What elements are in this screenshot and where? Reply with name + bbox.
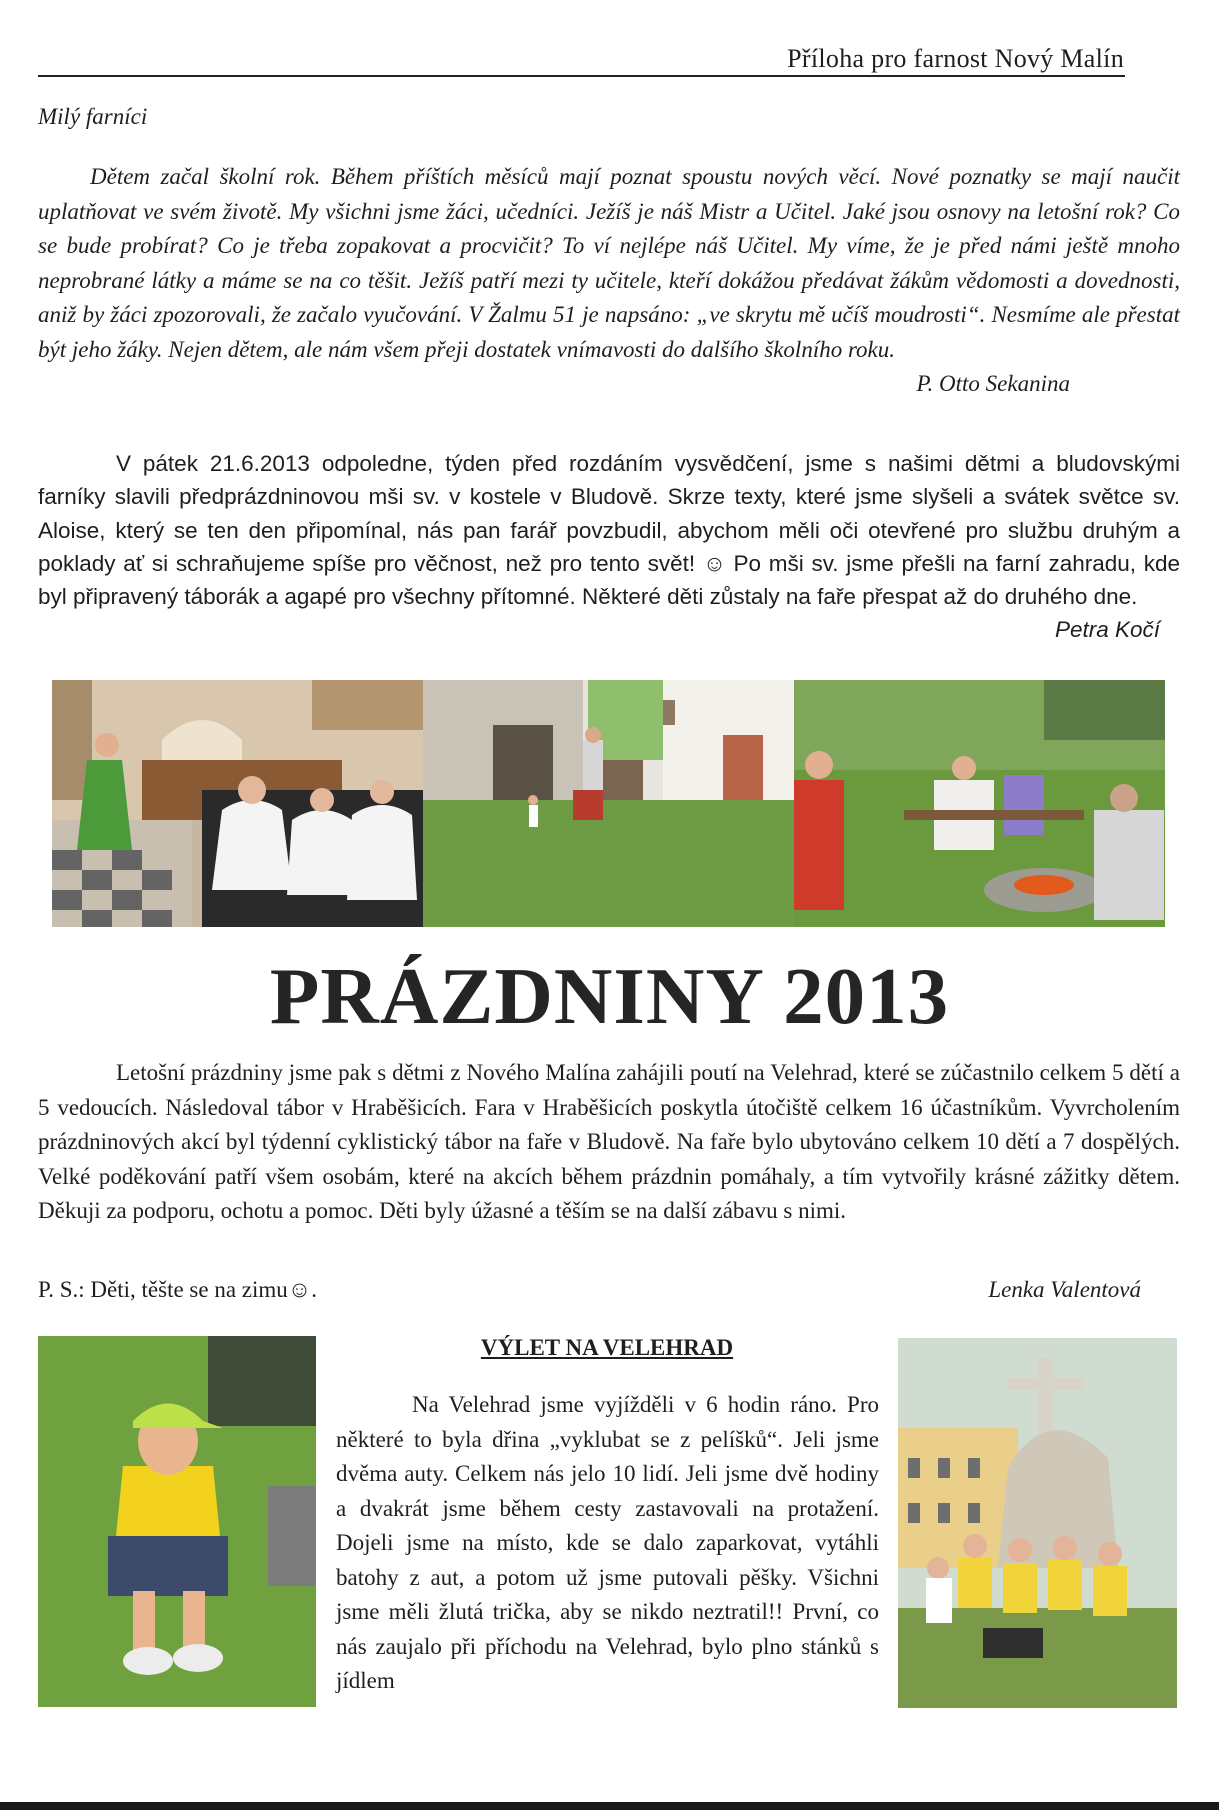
mass-report-body: V pátek 21.6.2013 odpoledne, týden před rozdáním vysvědčení, jsme s našimi dětmi a bludovskými farníky slavili předprázdninovou mši sv. v kostele v Bludově. Skrze texty, které jsme slyšeli a svátek světce sv. Aloise, který se ten den připomínal, nás pan farář povzbudil, abychom měli oči otevřené pro službu druhým a poklady ať si schraňujeme spíše pro věčnost, než pro tento svět! ☺ Po mši sv. jsme přešli na farní zahradu, kde byl připravený táborák a agapé pro všechny přítomné. Některé děti zůstaly na faře přespat až do druhého dne. bbox=[38, 451, 1180, 610]
boy-sitting-illustration bbox=[38, 1336, 316, 1707]
postscript: P. S.: Děti, těšte se na zimu☺. bbox=[38, 1277, 318, 1302]
church-mass-illustration bbox=[52, 680, 423, 927]
summer-holidays-title: PRÁZDNINY 2013 bbox=[269, 951, 950, 1041]
group-at-statue-photo bbox=[898, 1338, 1177, 1708]
campfire-illustration bbox=[794, 680, 1165, 927]
summer-signature: Lenka Valentová bbox=[988, 1277, 1141, 1302]
courtyard-illustration bbox=[423, 680, 794, 927]
trip-heading: VÝLET NA VELEHRAD bbox=[480, 1335, 734, 1360]
letter-signature: P. Otto Sekanina bbox=[916, 371, 1070, 396]
letter-body: Dětem začal školní rok. Během příštích měsíců mají poznat spoustu nových věcí. Nové poznatky se mají naučit uplatňovat ve svém životě. My všichni jsme žáci, učedníci. Ježíš je náš Mistr a Učitel. Jaké jsou osnovy na letošní rok? Co se bude probírat? Co je třeba zopakovat a procvičit? To ví nejlépe náš Učitel. My víme, že je před námi ještě mnoho neprobrané látky a máme se na co těšit. Ježíš patří mezi ty učitele, kteří dokážou předávat žákům vědomosti a dovednosti, aniž by žáci zpozorovali, že začalo vyučování. V Žalmu 51 je napsáno: „ve skrytu mě učíš moudrosti“. Nesmíme ale přestat být jeho žáky. Nejen dětem, ale nám všem přeji dostatek vnímavosti do dalšího školního roku. bbox=[38, 164, 1180, 362]
header-rule bbox=[38, 75, 1125, 77]
mass-report-signature: Petra Kočí bbox=[1054, 617, 1160, 643]
letter-greeting: Milý farníci bbox=[38, 104, 148, 129]
mass-report-paragraph bbox=[38, 447, 1180, 647]
trip-body: Na Velehrad jsme vyjížděli v 6 hodin ráno. Pro některé to byla dřina „vyklubat se z pelíšků“. Jeli jsme dvěma auty. Celkem nás jelo 10 lidí. Jeli jsme dvě hodiny a dvakrát jsme během cesty zastavovali na protažení. Dojeli jsme na místo, kde se dalo zaparkovat, vytáhli batohy z aut, a potom už jsme putovali pěšky. Všichni jsme měli žlutá trička, aby se nikdo neztratil!! První, co nás zaujalo při příchodu na Velehrad, bylo plno stánků s jídlem bbox=[336, 1392, 879, 1693]
boy-sitting-photo bbox=[38, 1336, 316, 1707]
group-statue-illustration bbox=[898, 1338, 1177, 1708]
supplement-title: Příloha pro farnost Nový Malín bbox=[787, 44, 1124, 73]
parish-courtyard-photo bbox=[423, 680, 794, 927]
summer-holidays-body: Letošní prázdniny jsme pak s dětmi z Nového Malína zahájili poutí na Velehrad, které se zúčastnilo celkem 5 dětí a 5 vedoucích. Následoval tábor v Hraběšicích. Fara v Hraběšicích poskytla útočiště celkem 16 účastníkům. Vyvrcholením prázdninových akcí byl týdenní cyklistický tábor na faře v Bludově. Na faře bylo ubytováno celkem 10 dětí a 7 dospělých. Velké poděkování patří všem osobám, které na akcích během prázdnin pomáhaly, a tím vytvořily krásné zážitky dětem. Děkuji za podporu, ochotu a pomoc. Děti byly úžasné a těším se na další zábavu s nimi. bbox=[38, 1060, 1180, 1224]
campfire-garden-photo bbox=[794, 680, 1165, 927]
church-mass-photo bbox=[52, 680, 423, 927]
letter-paragraph bbox=[38, 160, 1180, 402]
bottom-rule bbox=[0, 1802, 1219, 1810]
